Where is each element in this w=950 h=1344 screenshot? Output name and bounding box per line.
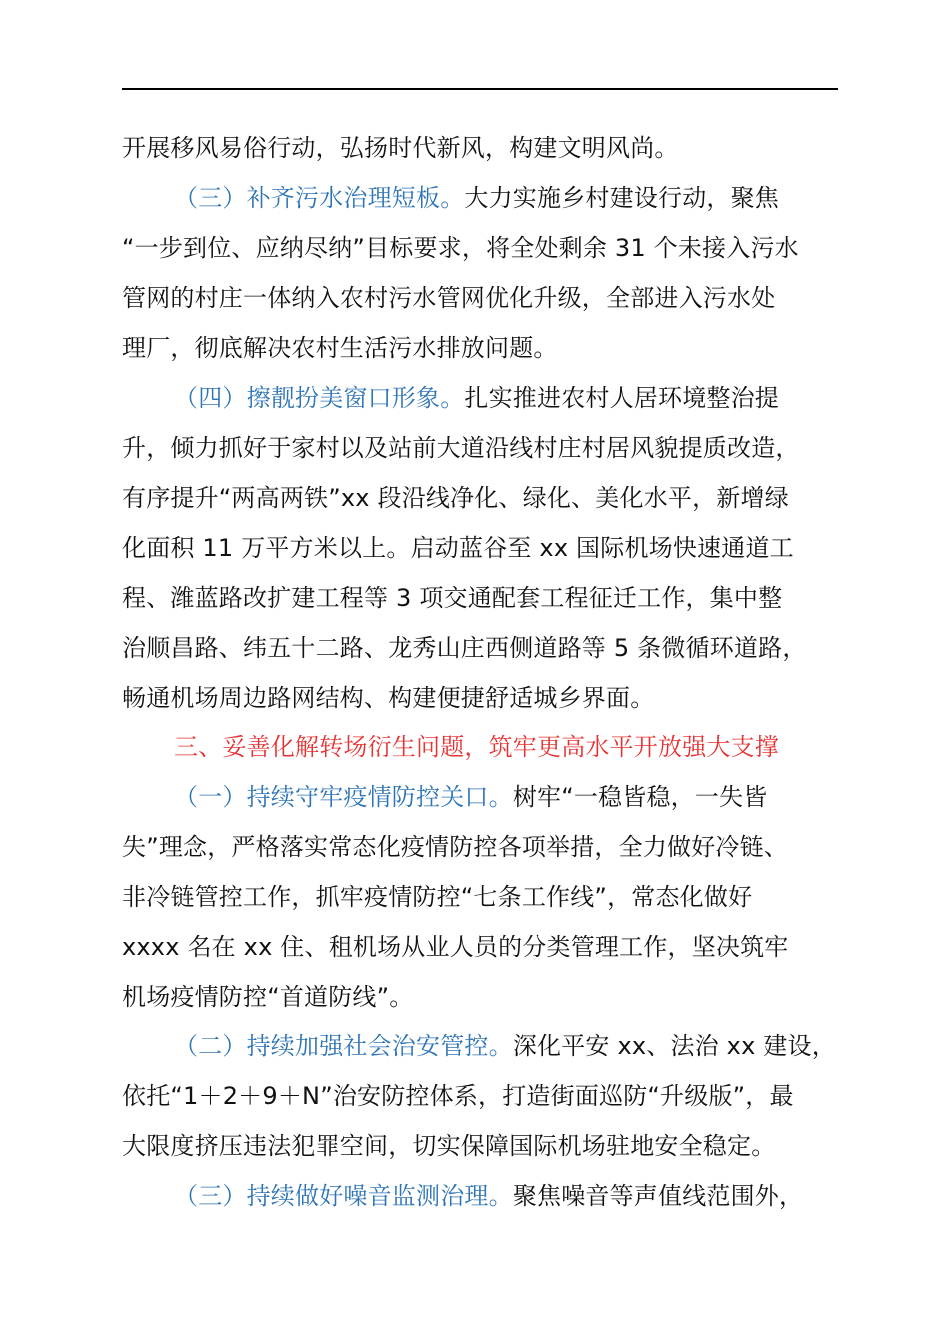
body-line: 治顺昌路、纬五十二路、龙秀山庄西侧道路等 5 条微循环道路，: [122, 634, 807, 662]
subsection-line: （一）持续守牢疫情防控关口。树牢“一稳皆稳，一失皆: [174, 783, 768, 811]
body-line: 机场疫情防控“首道防线”。: [122, 983, 414, 1011]
subsection-heading: （四）擦靓扮美窗口形象。: [174, 384, 465, 412]
subsection-line: （四）擦靓扮美窗口形象。扎实推进农村人居环境整治提: [174, 384, 780, 412]
body-line: 畅通机场周边路网结构、构建便捷舒适城乡界面。: [122, 684, 655, 712]
subsection-heading: （二）持续加强社会治安管控。: [174, 1032, 513, 1060]
subsection-heading: （三）持续做好噪音监测治理。: [174, 1182, 513, 1210]
header-rule: [122, 88, 838, 90]
subsection-heading: （三）补齐污水治理短板。: [174, 184, 465, 212]
subsection-line: （三）补齐污水治理短板。大力实施乡村建设行动，聚焦: [174, 184, 780, 212]
body-line: 依托“1＋2＋9＋N”治安防控体系，打造街面巡防“升级版”，最: [122, 1082, 794, 1110]
subsection-line: （三）持续做好噪音监测治理。聚焦噪音等声值线范围外，: [174, 1182, 804, 1210]
body-line: 大限度挤压违法犯罪空间，切实保障国际机场驻地安全稳定。: [122, 1132, 776, 1160]
subsection-heading: （一）持续守牢疫情防控关口。: [174, 783, 513, 811]
body-line: 失”理念，严格落实常态化疫情防控各项举措，全力做好冷链、: [122, 833, 789, 861]
body-line: 管网的村庄一体纳入农村污水管网优化升级，全部进入污水处: [122, 284, 776, 312]
body-line: 升，倾力抓好于家村以及站前大道沿线村庄村居风貌提质改造，: [122, 434, 800, 462]
body-line: xxxx 名在 xx 住、租机场从业人员的分类管理工作，坚决筑牢: [122, 933, 789, 961]
body-line: “一步到位、应纳尽纳”目标要求，将全处剩余 31 个未接入污水: [122, 234, 799, 262]
body-line: 程、潍蓝路改扩建工程等 3 项交通配套工程征迁工作，集中整: [122, 584, 783, 612]
section-heading: 三、妥善化解转场衍生问题，筑牢更高水平开放强大支撑: [174, 733, 779, 761]
body-line: 开展移风易俗行动，弘扬时代新风，构建文明风尚。: [122, 134, 679, 162]
body-line: 理厂，彻底解决农村生活污水排放问题。: [122, 334, 558, 362]
subsection-line: （二）持续加强社会治安管控。深化平安 xx、法治 xx 建设，: [174, 1032, 836, 1060]
body-line: 有序提升“两高两铁”xx 段沿线净化、绿化、美化水平，新增绿: [122, 484, 789, 512]
body-line: 化面积 11 万平方米以上。启动蓝谷至 xx 国际机场快速通道工: [122, 534, 794, 562]
body-line: 非冷链管控工作，抓牢疫情防控“七条工作线”，常态化做好: [122, 883, 753, 911]
